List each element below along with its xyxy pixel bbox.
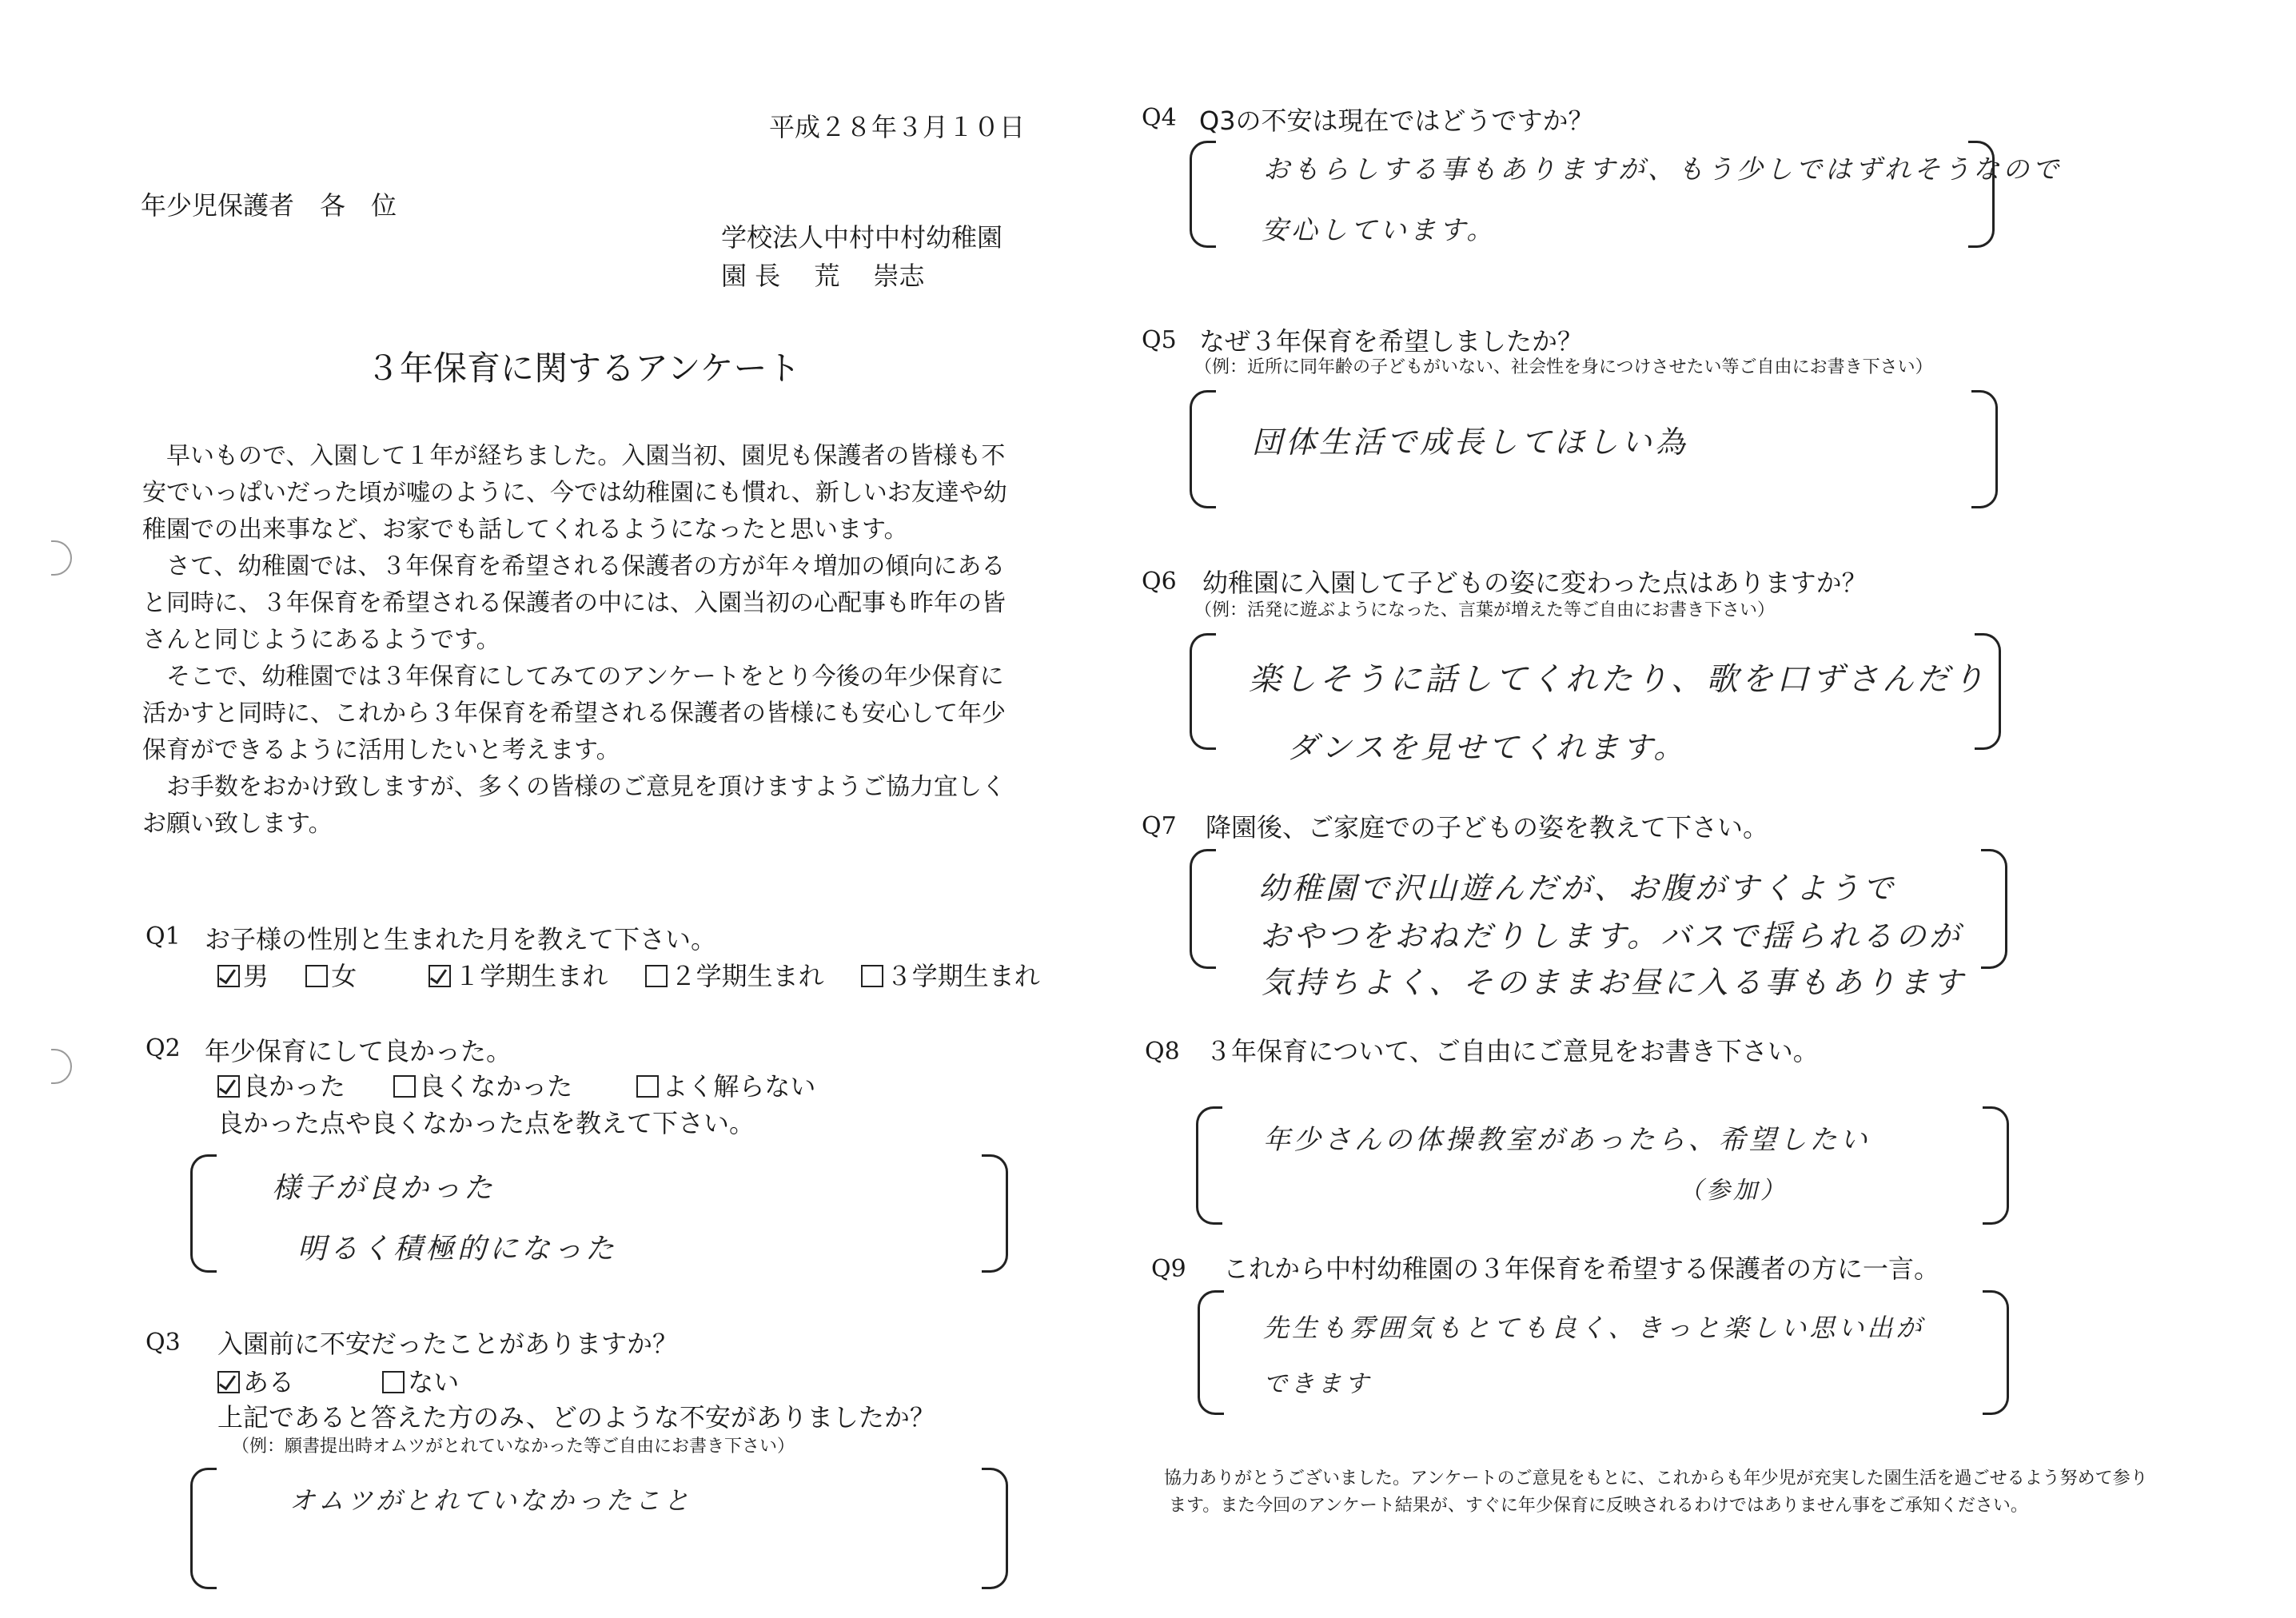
q3-subquestion: 上記であると答えた方のみ、どのような不安がありましたか？ — [217, 1402, 935, 1433]
punch-hole-bottom — [51, 1049, 72, 1084]
q2-answer-line-1: 様子が良かった — [272, 1172, 496, 1205]
checkbox-checked-icon[interactable] — [429, 965, 451, 987]
q5-label: Q5 — [1142, 326, 1177, 354]
punch-hole-top — [51, 540, 72, 576]
q1-option-term3[interactable]: ３学期生まれ — [861, 956, 1040, 993]
q6-answer-bracket-left — [1190, 633, 1216, 750]
q2-option-unsure[interactable]: よく解らない — [636, 1066, 815, 1103]
q3-option-no[interactable]: ない — [382, 1362, 459, 1399]
q7-question: 降園後、ご家庭での子どもの姿を教えて下さい。 — [1206, 812, 1769, 843]
q8-answer-bracket-right — [1983, 1106, 2009, 1225]
q9-answer-bracket-right — [1983, 1290, 2009, 1415]
q6-example: （例：活発に遊ぶようになった、言葉が増えた等ご自由にお書き下さい） — [1194, 600, 1776, 620]
q7-answer-bracket-right — [1981, 849, 2007, 969]
q6-answer-line-1: 楽しそうに話してくれたり、歌を口ずさんだり — [1249, 661, 1987, 698]
q8-question: ３年保育について、ご自由にご意見をお書き下さい。 — [1206, 1036, 1819, 1066]
q4-answer-bracket-left — [1190, 141, 1216, 248]
q7-answer-line-3: 気持ちよく、そのままお昼に入る事もあります — [1262, 965, 1967, 1000]
q2-option-good[interactable]: 良かった — [217, 1066, 345, 1103]
q8-answer-line-2: （参加） — [1679, 1177, 1788, 1205]
q3-answer-bracket-left — [190, 1468, 217, 1589]
document-date: 平成２８年３月１０日 — [769, 112, 1026, 142]
checkbox-checked-icon[interactable] — [217, 1075, 240, 1098]
q5-answer-bracket-left — [1190, 390, 1216, 508]
q3-answer-line-1: オムツがとれていなかったこと — [289, 1485, 693, 1516]
checkbox-icon[interactable] — [305, 965, 328, 987]
q3-answer-bracket-right — [982, 1468, 1008, 1589]
q9-answer-line-2: できます — [1263, 1370, 1372, 1398]
q8-label: Q8 — [1145, 1038, 1180, 1066]
document-title: ３年保育に関するアンケート — [366, 349, 801, 388]
q2-label: Q2 — [145, 1034, 181, 1062]
q7-answer-bracket-left — [1190, 849, 1216, 969]
q3-option-yes[interactable]: ある — [217, 1362, 294, 1399]
principal-name: 園 長 荒 崇志 — [721, 261, 925, 291]
checkbox-icon[interactable] — [861, 965, 883, 987]
q2-answer-bracket-left — [190, 1154, 217, 1273]
intro-paragraph-2: さて、幼稚園では、３年保育を希望される保護者の方が年々増加の傾向にあると同時に、３年保育を希望される保護者の中には、入園当初の心配事も昨年の皆さんと同じようにあるようです。 — [142, 552, 1006, 654]
checkbox-icon[interactable] — [645, 965, 668, 987]
intro-paragraph-3: そこで、幼稚園では３年保育にしてみてのアンケートをとり今後の年少保育に活かすと同時に、これから３年保育を希望される保護者の皆様にも安心して年少保育ができるように活用したいと考えます。 — [142, 663, 1006, 764]
q9-answer-bracket-left — [1198, 1290, 1224, 1415]
checkbox-icon[interactable] — [393, 1075, 416, 1098]
q1-question: お子様の性別と生まれた月を教えて下さい。 — [205, 924, 717, 954]
intro-paragraph-4: お手数をおかけ致しますが、多くの皆様のご意見を頂けますようご協力宜しくお願い致します。 — [142, 773, 1006, 838]
q8-answer-bracket-left — [1196, 1106, 1222, 1225]
q5-answer-line-1: 団体生活で成長してほしい為 — [1252, 424, 1689, 460]
q2-subquestion: 良かった点や良くなかった点を教えて下さい。 — [217, 1108, 755, 1138]
q2-options — [217, 1066, 844, 1103]
q2-answer-line-2: 明るく積極的になった — [297, 1233, 618, 1265]
q6-question: 幼稚園に入園して子どもの姿に変わった点はありますか？ — [1202, 568, 1867, 598]
q1-option-term2[interactable]: ２学期生まれ — [645, 956, 824, 993]
q9-question: これから中村幼稚園の３年保育を希望する保護者の方に一言。 — [1223, 1253, 1940, 1284]
recipient: 年少児保護者 各 位 — [141, 190, 397, 221]
school-name: 学校法人中村中村幼稚園 — [721, 222, 1003, 253]
q2-question: 年少保育にして良かった。 — [205, 1036, 512, 1066]
q7-answer-line-1: 幼稚園で沢山遊んだが、お腹がすくようで — [1258, 871, 1897, 906]
q7-label: Q7 — [1142, 812, 1177, 840]
q3-options — [217, 1362, 488, 1399]
q9-answer-line-1: 先生も雰囲気もとても良く、きっと楽しい思い出が — [1263, 1313, 1925, 1343]
q6-answer-line-2: ダンスを見せてくれます。 — [1287, 730, 1688, 765]
footer-note-line-1: 協力ありがとうございました。アンケートのご意見をもとに、これからも年少児が充実した園生活を過ごせるよう努めて参り — [1164, 1469, 2148, 1488]
q1-options — [217, 956, 1040, 993]
checkbox-icon[interactable] — [382, 1371, 405, 1393]
q4-answer-line-1: おもらしする事もありますが、もう少しではずれそうなので — [1263, 153, 2062, 185]
q9-label: Q9 — [1151, 1255, 1186, 1283]
q5-answer-bracket-right — [1971, 390, 1998, 508]
q1-option-girl[interactable]: 女 — [305, 956, 357, 993]
q2-answer-bracket-right — [982, 1154, 1008, 1273]
q5-question: なぜ３年保育を希望しましたか？ — [1199, 326, 1584, 357]
q4-question: Q3の不安は現在ではどうですか？ — [1199, 106, 1594, 136]
q1-label: Q1 — [145, 923, 181, 950]
footer-note-line-2: ます。また今回のアンケート結果が、すぐに年少保育に反映されるわけではありません事をご承知ください。 — [1169, 1496, 2028, 1516]
q1-option-boy[interactable]: 男 — [217, 956, 269, 993]
q1-option-term1[interactable]: １学期生まれ — [429, 956, 608, 993]
q3-label: Q3 — [145, 1329, 181, 1357]
q2-option-bad[interactable]: 良くなかった — [393, 1066, 572, 1103]
checkbox-checked-icon[interactable] — [217, 965, 240, 987]
checkbox-checked-icon[interactable] — [217, 1371, 240, 1393]
checkbox-icon[interactable] — [636, 1075, 659, 1098]
q3-question: 入園前に不安だったことがありますか？ — [217, 1329, 679, 1359]
q6-label: Q6 — [1142, 568, 1177, 596]
q3-example: （例：願書提出時オムツがとれていなかった等ご自由にお書き下さい） — [232, 1437, 795, 1457]
q8-answer-line-1: 年少さんの体操教室があったら、希望したい — [1263, 1124, 1871, 1156]
q4-answer-line-2: 安心しています。 — [1262, 214, 1497, 245]
intro-paragraph-1: 早いもので、入園して１年が経ちました。入園当初、園児も保護者の皆様も不安でいっぱいだった頃が嘘のように、今では幼稚園にも慣れ、新しいお友達や幼稚園での出来事など、お家でも話してくれるようになったと思います。 — [142, 442, 1007, 544]
q5-example: （例：近所に同年齢の子どもがいない、社会性を身につけさせたい等ご自由にお書き下さい） — [1194, 357, 1933, 377]
q4-label: Q4 — [1142, 104, 1177, 132]
q7-answer-line-2: おやつをおねだりします。バスで揺られるのが — [1260, 919, 1963, 954]
